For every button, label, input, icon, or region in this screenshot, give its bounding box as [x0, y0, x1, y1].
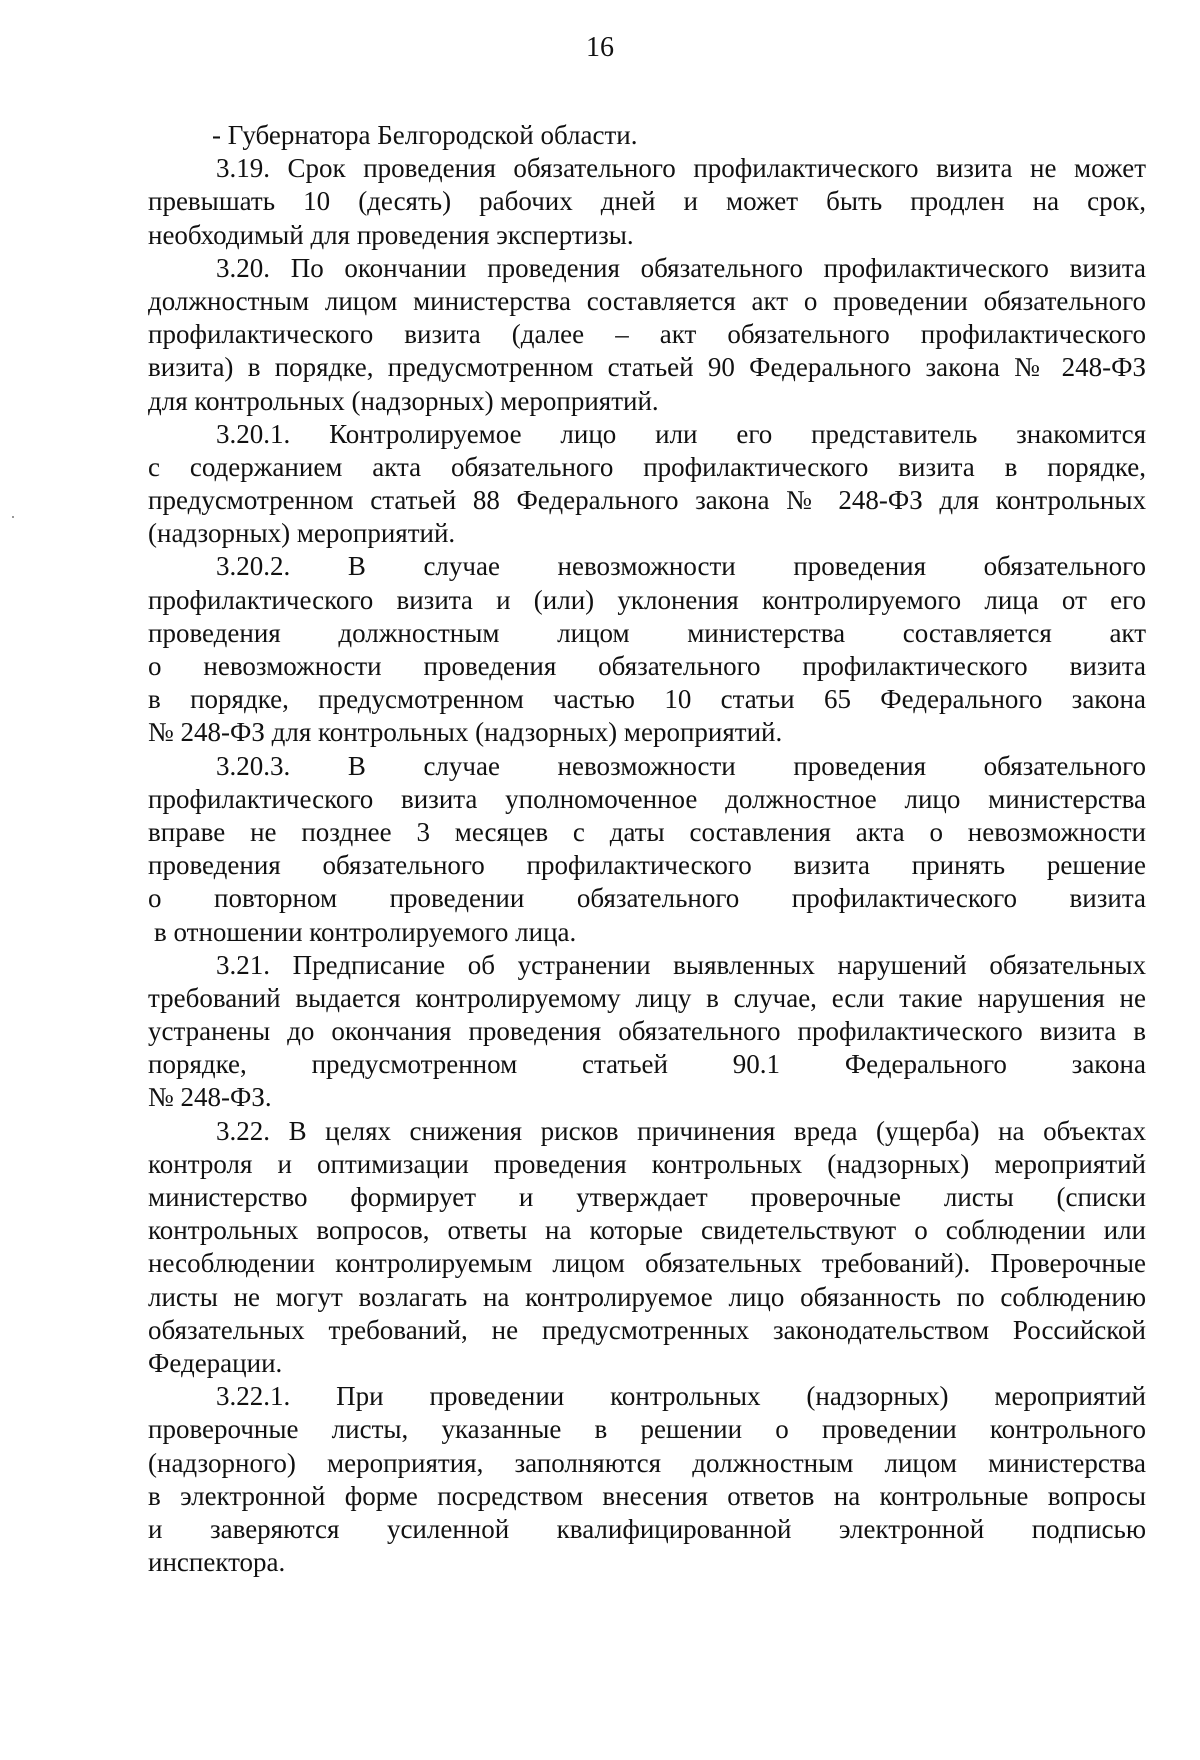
text-line: профилактического визита уполномоченное должностное лицо министерства	[148, 783, 1146, 814]
text-line: несоблюдении контролируемым лицом обязательных требований). Проверочные	[148, 1248, 1146, 1279]
text-line: Федерации.	[148, 1347, 283, 1378]
text-line: с содержанием акта обязательного профилактического визита в порядке,	[148, 451, 1146, 482]
text-line: предусмотренном статьей 88 Федерального закона № 248-ФЗ для контрольных	[148, 485, 1146, 516]
text-line: 3.19. Срок проведения обязательного профилактического визита не может	[216, 153, 1146, 184]
text-line: инспектора.	[148, 1547, 286, 1578]
text-line: 3.20. По окончании проведения обязательного профилактического визита	[216, 252, 1146, 283]
text-line: 3.22.1. При проведении контрольных (надзорных) мероприятий	[216, 1381, 1146, 1412]
text-line: устранены до окончания проведения обязательного профилактического визита в	[148, 1016, 1146, 1047]
text-line: превышать 10 (десять) рабочих дней и может быть продлен на срок,	[148, 186, 1146, 217]
scan-speck	[12, 516, 14, 518]
text-line: 3.21. Предписание об устранении выявленных нарушений обязательных	[216, 949, 1146, 980]
text-line: в отношении контролируемого лица.	[154, 916, 577, 947]
text-line: порядке, предусмотренном статьей 90.1 Федерального закона	[148, 1049, 1146, 1080]
text-line: о невозможности проведения обязательного профилактического визита	[148, 651, 1146, 681]
page-number: 16	[586, 32, 614, 63]
text-line: контрольных вопросов, ответы на которые свидетельствуют о соблюдении или	[148, 1215, 1146, 1246]
text-line: проведения должностным лицом министерства составляется акт	[148, 617, 1146, 648]
text-line: - Губернатора Белгородской области.	[212, 120, 638, 150]
text-line: 3.20.3. В случае невозможности проведения обязательного	[216, 750, 1146, 781]
text-line: (надзорного) мероприятия, заполняются должностным лицом министерства	[148, 1447, 1146, 1478]
text-line: требований выдается контролируемому лицу в случае, если такие нарушения не	[148, 982, 1146, 1013]
text-line: № 248-ФЗ.	[148, 1082, 272, 1113]
text-line: о повторном проведении обязательного профилактического визита	[148, 883, 1146, 914]
text-line: (надзорных) мероприятий.	[148, 518, 456, 549]
text-line: контроля и оптимизации проведения контрольных (надзорных) мероприятий	[148, 1148, 1146, 1179]
text-line: министерство формирует и утверждает проверочные листы (списки	[148, 1182, 1146, 1212]
text-line: вправе не позднее 3 месяцев с даты составления акта о невозможности	[148, 816, 1146, 847]
text-line: профилактического визита (далее – акт обязательного профилактического	[148, 319, 1146, 350]
text-line: визита) в порядке, предусмотренном статьей 90 Федерального закона № 248-ФЗ	[148, 352, 1146, 383]
text-line: 3.20.2. В случае невозможности проведения обязательного	[216, 551, 1146, 582]
text-line: профилактического визита и (или) уклонения контролируемого лица от его	[148, 584, 1146, 615]
text-line: № 248-ФЗ для контрольных (надзорных) мероприятий.	[148, 717, 783, 748]
text-line: должностным лицом министерства составляется акт о проведении обязательного	[148, 285, 1146, 316]
text-line: листы не могут возлагать на контролируемое лицо обязанность по соблюдению	[148, 1281, 1146, 1312]
text-line: проведения обязательного профилактического визита принять решение	[148, 850, 1146, 881]
text-line: 3.20.1. Контролируемое лицо или его представитель знакомится	[216, 418, 1146, 449]
text-line: необходимый для проведения экспертизы.	[148, 219, 634, 250]
text-line: в порядке, предусмотренном частью 10 статьи 65 Федерального закона	[148, 684, 1146, 715]
text-line: в электронной форме посредством внесения ответов на контрольные вопросы	[148, 1480, 1146, 1511]
document-body	[148, 119, 1146, 1579]
text-line: 3.22. В целях снижения рисков причинения вреда (ущерба) на объектах	[216, 1115, 1146, 1146]
text-line: для контрольных (надзорных) мероприятий.	[148, 385, 659, 416]
text-line: обязательных требований, не предусмотренных законодательством Российской	[148, 1314, 1146, 1345]
text-line: и заверяются усиленной квалифицированной электронной подписью	[148, 1513, 1146, 1544]
text-line: проверочные листы, указанные в решении о проведении контрольного	[148, 1414, 1146, 1445]
